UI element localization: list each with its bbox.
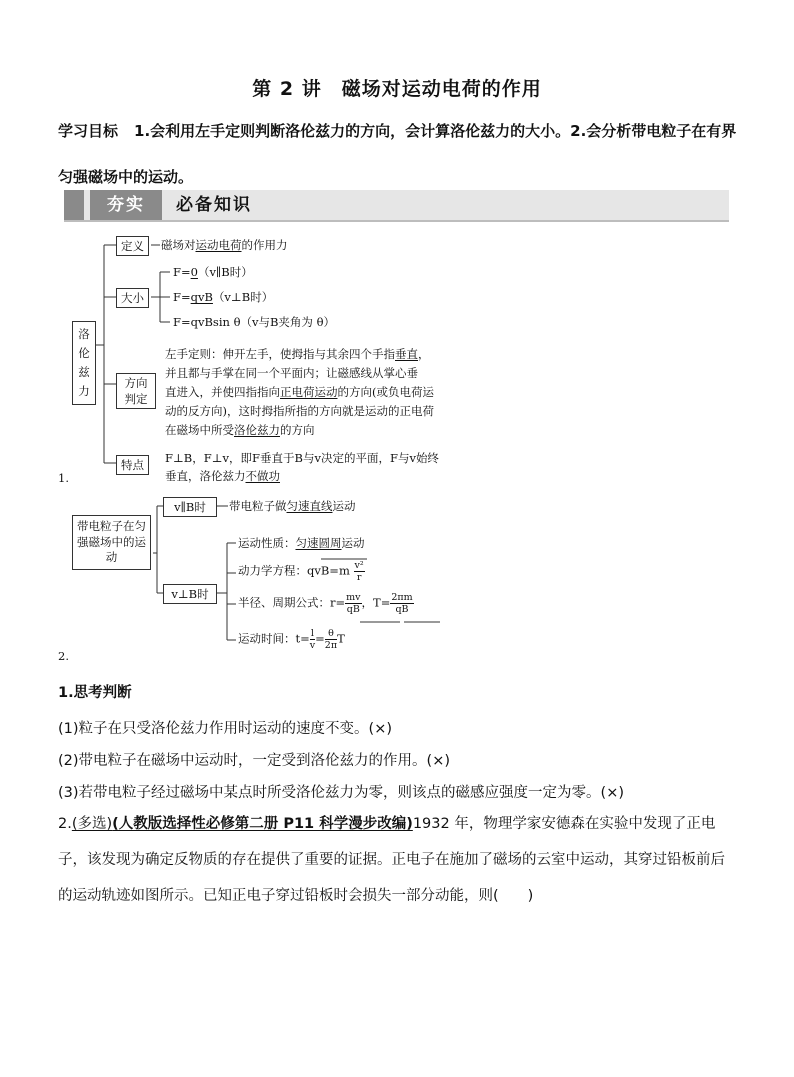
judgement-item-3: (3)若带电粒子经过磁场中某点时所受洛伦兹力为零，则该点的磁感应强度一定为零。(×) xyxy=(58,785,624,801)
motion-time-formula: 运动时间：t= $\frac{l}{v}$ = $\frac{\theta}{2\pi}$ T xyxy=(238,628,345,651)
lecture-number: 第 2 讲 xyxy=(252,78,322,100)
motion-type: 运动性质：匀速圆周运动 xyxy=(238,536,365,550)
learning-goals-text: 1.会利用左手定则判断洛伦兹力的方向，会计算洛伦兹力的大小。2.会分析带电粒子在有界匀强磁场中的运动。 xyxy=(58,122,737,186)
direction-label: 方向判定 xyxy=(116,373,156,409)
judgement-item-1: (1)粒子在只受洛伦兹力作用时运动的速度不变。(×) xyxy=(58,721,393,737)
question-body: 1932 年，物理学家安德森在实验中发现了正电子，该发现为确定反物质的存在提供了重要的证据。正电子在施加了磁场的云室中运动，其穿过铅板前后的运动轨迹如图所示。已知正电子穿过铅板时会损失一部分动能，则( ) xyxy=(58,816,725,904)
question-type-tag: (多选) xyxy=(71,816,113,832)
map1-index: 1. xyxy=(58,471,69,485)
map2-index: 2. xyxy=(58,649,69,663)
question-number: 2. xyxy=(58,816,72,832)
parallel-case-label: v∥B时 xyxy=(163,497,217,517)
definition-label: 定义 xyxy=(116,236,149,256)
magnitude-formula-perpendicular: F=qvB（v⊥B时） xyxy=(173,290,274,304)
definition-text: 磁场对运动电荷的作用力 xyxy=(161,238,288,252)
feature-label: 特点 xyxy=(116,455,149,475)
judgement-heading: 1.思考判断 xyxy=(58,685,132,701)
feature-text: F⊥B，F⊥v，即F垂直于B与v决定的平面，F与v始终 垂直，洛伦兹力不做功 xyxy=(165,451,439,483)
dynamics-equation: 动力学方程：qvB=m $\frac{\text{v²}}{r}$ xyxy=(238,560,364,583)
magnitude-formula-general: F=qvBsin θ（v与B夹角为 θ） xyxy=(173,315,336,329)
map1-root: 洛伦兹力 xyxy=(72,321,96,405)
judgement-item-2: (2)带电粒子在磁场中运动时，一定受到洛伦兹力的作用。(×) xyxy=(58,753,451,769)
question-2 xyxy=(58,806,738,914)
magnitude-formula-parallel: F=0（v∥B时） xyxy=(173,265,253,279)
question-source-tag: (人教版选择性必修第二册 P11 科学漫步改编) xyxy=(112,816,413,832)
radius-period-formula: 半径、周期公式：r= $\frac{mv}{qB}$ ，T= $\frac{2\pi m}{qB}$ xyxy=(238,592,413,615)
map2-root: 带电粒子在匀强磁场中的运动 xyxy=(72,515,151,570)
section-tag: 夯实 xyxy=(90,190,162,220)
lecture-topic: 磁场对运动电荷的作用 xyxy=(341,78,542,100)
parallel-case-text: 带电粒子做匀速直线运动 xyxy=(229,499,356,513)
perpendicular-case-label: v⊥B时 xyxy=(163,584,217,604)
magnitude-label: 大小 xyxy=(116,288,149,308)
learning-goals-label: 学习目标 xyxy=(58,122,119,140)
direction-text: 左手定则：伸开左手，使拇指与其余四个手指垂直， 并且都与手掌在同一个平面内；让磁感线从掌心垂 直进入，并使四指指向正电荷运动的方向(或负电荷运 动的反方向)，这时拇指所指的方向就是运动的正电荷 在磁场中所受洛伦兹力的方向 xyxy=(165,347,434,437)
section-heading: 必备知识 xyxy=(176,195,252,215)
